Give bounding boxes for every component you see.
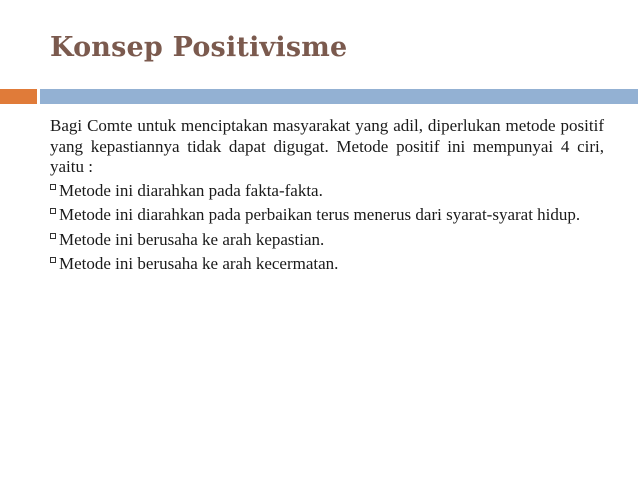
bullet-list <box>50 181 604 275</box>
bullet-text: Metode ini diarahkan pada perbaikan terus menerus dari syarat-syarat hidup. <box>59 205 581 224</box>
accent-bar-blue <box>40 89 638 104</box>
bullet-item <box>50 205 604 226</box>
accent-bar-orange <box>0 89 37 104</box>
hollow-square-bullet-icon <box>50 184 56 190</box>
hollow-square-bullet-icon <box>50 257 56 263</box>
hollow-square-bullet-icon <box>50 208 56 214</box>
hollow-square-bullet-icon <box>50 233 56 239</box>
bullet-text: Metode ini berusaha ke arah kepastian. <box>59 229 325 249</box>
bullet-item <box>50 230 604 251</box>
bullet-text: Metode ini berusaha ke arah kecermatan. <box>59 254 339 273</box>
slide-title: Konsep Positivisme <box>50 32 348 63</box>
bullet-item <box>50 181 604 202</box>
bullet-text: Metode ini diarahkan pada fakta-fakta. <box>59 180 323 200</box>
bullet-item <box>50 254 604 275</box>
intro-paragraph: Bagi Comte untuk menciptakan masyarakat yang adil, diperlukan metode positif yang kepastiannya tidak dapat digugat. Metode positif ini mempunyai 4 ciri, yaitu : <box>50 116 604 176</box>
slide-body <box>50 116 604 279</box>
